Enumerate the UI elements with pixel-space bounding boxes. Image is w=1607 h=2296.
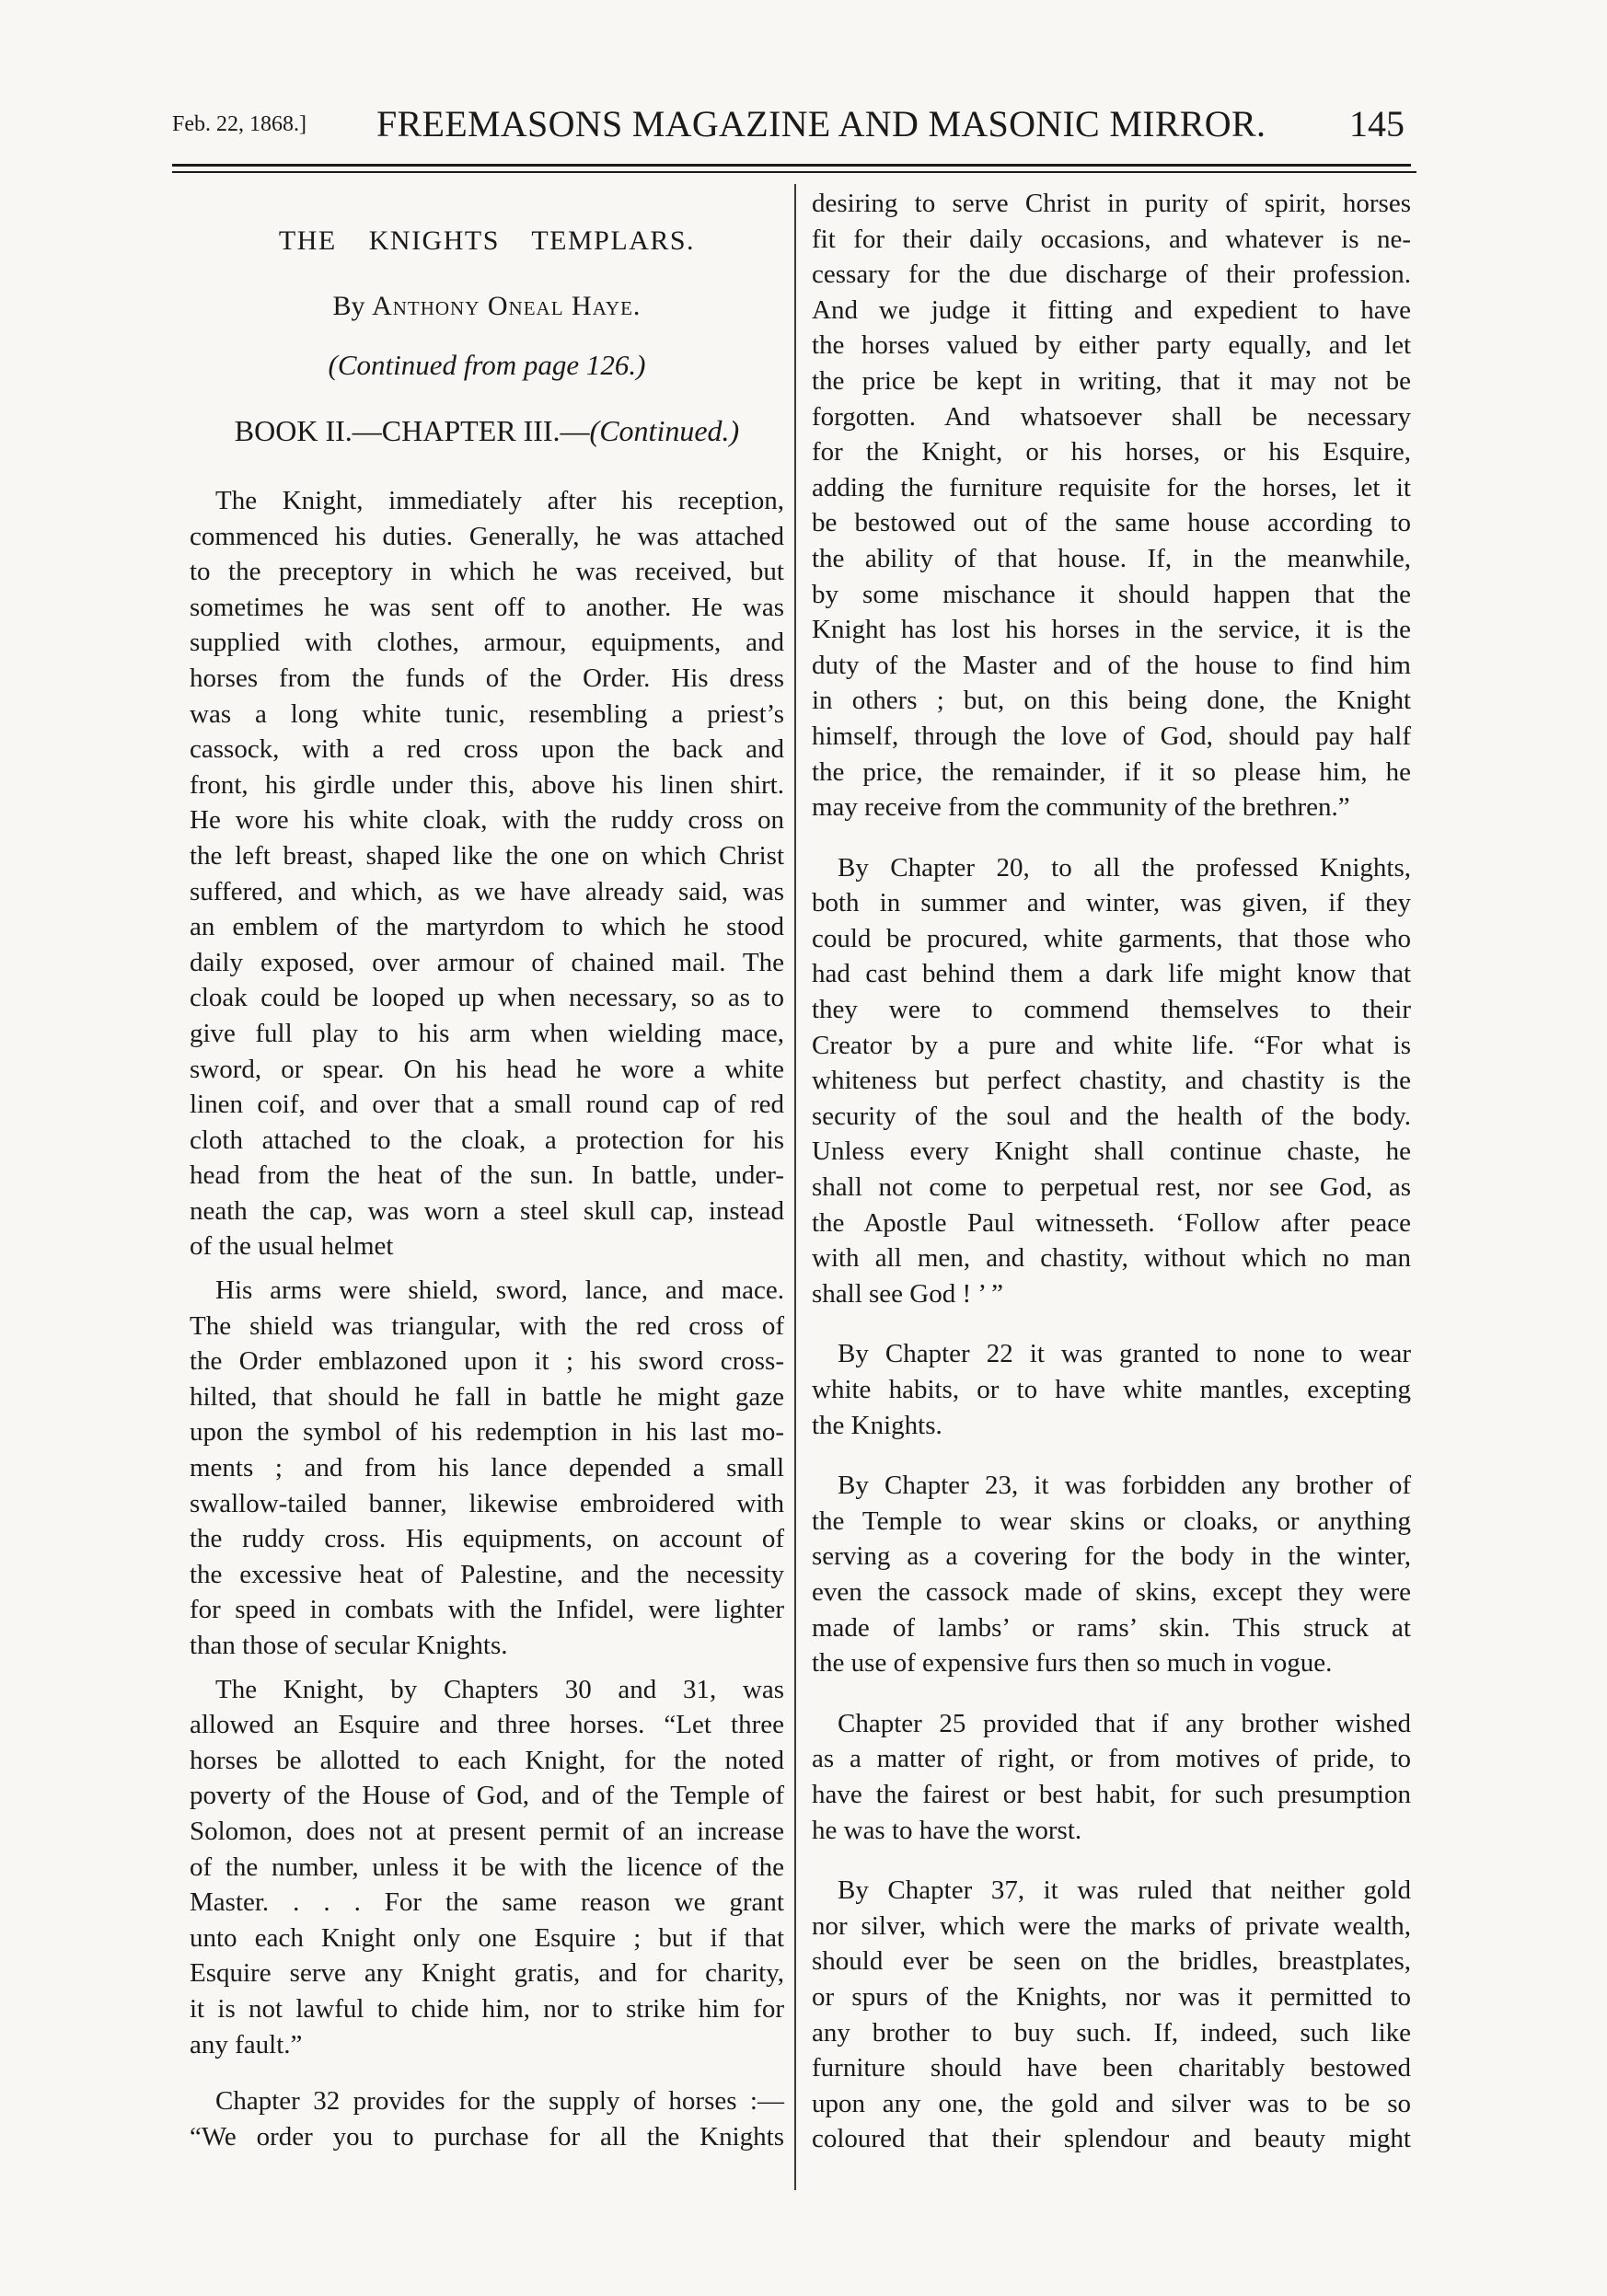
text-line: furniture should have been charitably bestowed: [812, 2053, 1411, 2083]
header-rule-thin: [172, 171, 1416, 173]
text-line: cloth attached to the cloak, a protection for his: [190, 1125, 784, 1155]
text-line: any fault.”: [190, 2029, 303, 2059]
text-line: himself, through the love of God, should pay half: [812, 721, 1411, 751]
paragraph: [812, 186, 1411, 825]
text-line: Unless every Knight shall continue chaste, he: [812, 1136, 1411, 1167]
text-line: Creator by a pure and white life. “For what is: [812, 1030, 1411, 1060]
text-line: for the Knight, or his horses, or his Esquire,: [812, 437, 1411, 467]
text-line: the excessive heat of Palestine, and the necessity: [190, 1559, 784, 1589]
text-line: “We order you to purchase for all the Knights: [190, 2121, 784, 2152]
text-line: the left breast, shaped like the one on which Christ: [190, 840, 784, 871]
text-line: or spurs of the Knights, nor was it permitted to: [812, 1981, 1411, 2012]
text-line: By Chapter 37, it was ruled that neither gold: [838, 1875, 1411, 1906]
text-line: should ever be seen on the bridles, breastplates,: [812, 1946, 1411, 1977]
text-line: He wore his white cloak, with the ruddy cross on: [190, 805, 784, 836]
paragraph: [812, 1336, 1411, 1443]
text-line: he was to have the worst.: [812, 1815, 1082, 1845]
text-line: for speed in combats with the Infidel, were lighter: [190, 1595, 784, 1625]
text-line: was a long white tunic, resembling a priest’s: [190, 698, 784, 729]
text-line: by some mischance it should happen that the: [812, 579, 1411, 609]
chapter-heading: [190, 410, 784, 451]
text-line: serving as a covering for the body in the winter,: [812, 1541, 1411, 1572]
text-line: sometimes he was sent off to another. He was: [190, 592, 784, 622]
text-line: unto each Knight only one Esquire ; but if that: [190, 1922, 784, 1953]
text-line: shall see God ! ’ ”: [812, 1278, 1004, 1309]
text-line: shall not come to perpetual rest, nor see God, as: [812, 1172, 1411, 1203]
text-line: The Knight, immediately after his reception,: [215, 486, 784, 515]
author-name: Anthony Oneal Haye.: [372, 291, 642, 321]
continued-note: (Continued from page 126.): [328, 349, 646, 381]
text-line: with all men, and chastity, without which no man: [812, 1243, 1411, 1274]
text-line: Solomon, does not at present permit of an increase: [190, 1816, 784, 1846]
text-line: white habits, or to have white mantles, excepting: [812, 1375, 1411, 1404]
text-line: desiring to serve Christ in purity of spirit, horses: [812, 189, 1411, 218]
text-line: suffered, and which, as we have already said, was: [190, 876, 784, 906]
text-line: cessary for the due discharge of their profession.: [812, 260, 1411, 290]
text-line: of the number, unless it be with the licence of the: [190, 1852, 784, 1882]
text-line: And we judge it fitting and expedient to have: [812, 294, 1411, 325]
text-line: made of lambs’ or rams’ skin. This struck at: [812, 1612, 1411, 1643]
text-line: poverty of the House of God, and of the Temple of: [190, 1781, 784, 1811]
text-line: By Chapter 22 it was granted to none to wear: [838, 1339, 1411, 1369]
text-line: the Order emblazoned upon it ; his sword cross-: [190, 1346, 784, 1377]
text-line: ments ; and from his lance depended a small: [190, 1453, 784, 1483]
text-line: The Knight, by Chapters 30 and 31, was: [215, 1674, 784, 1704]
text-line: have the fairest or best habit, for such presumption: [812, 1779, 1411, 1809]
text-line: coloured that their splendour and beauty might: [812, 2124, 1411, 2154]
paragraph: [812, 1468, 1411, 1681]
paragraph: [190, 1672, 784, 2063]
text-line: the ability of that house. If, in the meanwhile,: [812, 543, 1411, 573]
text-line: Knight has lost his horses in the service, it is the: [812, 615, 1411, 645]
text-line: any brother to buy such. If, indeed, such like: [812, 2017, 1411, 2048]
text-line: even the cassock made of skins, except they were: [812, 1576, 1411, 1607]
text-line: forgotten. And whatsoever shall be necessary: [812, 401, 1411, 432]
text-line: the use of expensive furs then so much in vogue.: [812, 1648, 1333, 1679]
text-line: cassock, with a red cross upon the back and: [190, 734, 784, 765]
text-line: be bestowed out of the same house according to: [812, 508, 1411, 538]
page-number: 145: [1349, 103, 1405, 144]
text-line: had cast behind them a dark life might know that: [812, 959, 1411, 989]
paragraph: [812, 1873, 1411, 2157]
text-line: of the usual helmet: [190, 1231, 394, 1262]
text-line: sword, or spear. On his head he wore a white: [190, 1054, 784, 1084]
text-line: cloak could be looped up when necessary, so as to: [190, 983, 784, 1013]
text-line: the ruddy cross. His equipments, on account of: [190, 1524, 784, 1554]
paragraph: [190, 1273, 784, 1664]
text-line: may receive from the community of the brethren.”: [812, 792, 1350, 823]
paragraph: [812, 850, 1411, 1312]
paragraph: [812, 1706, 1411, 1848]
header-rule-thick: [172, 164, 1411, 167]
text-line: it is not lawful to chide him, nor to strike him for: [190, 1993, 784, 2024]
text-line: Chapter 25 provided that if any brother wished: [838, 1708, 1411, 1738]
text-line: security of the soul and the health of the body.: [812, 1101, 1411, 1131]
text-line: an emblem of the martyrdom to which he stood: [190, 912, 784, 942]
text-line: the price, the remainder, if it so please him, he: [812, 756, 1411, 787]
text-line: By Chapter 20, to all the professed Knights,: [838, 852, 1411, 883]
text-line: could be procured, white garments, that those who: [812, 923, 1411, 953]
text-line: the Apostle Paul witnesseth. ‘Follow after peace: [812, 1207, 1411, 1238]
text-line: His arms were shield, sword, lance, and mace.: [215, 1275, 784, 1306]
text-line: the horses valued by either party equally, and let: [812, 330, 1411, 361]
text-line: supplied with clothes, armour, equipments, and: [190, 628, 784, 658]
text-line: horses from the funds of the Order. His dress: [190, 663, 784, 693]
article-title: THE KNIGHTS TEMPLARS.: [278, 225, 696, 256]
text-line: neath the cap, was worn a steel skull cap, instead: [190, 1195, 784, 1226]
text-line: Chapter 32 provides for the supply of horses :—: [215, 2086, 784, 2117]
text-line: nor silver, which were the marks of private wealth,: [812, 1910, 1411, 1941]
running-head-title: FREEMASONS MAGAZINE AND MASONIC MIRROR.: [376, 103, 1266, 144]
left-column: [190, 483, 784, 2154]
text-line: to the preceptory in which he was received, but: [190, 557, 784, 587]
text-line: horses be allotted to each Knight, for the noted: [190, 1745, 784, 1775]
text-line: hilted, that should he fall in battle he might gaze: [190, 1381, 784, 1412]
column-divider: [794, 184, 796, 2190]
byline: [190, 286, 784, 327]
text-line: front, his girdle under this, above his linen shirt.: [190, 769, 784, 800]
text-line: whiteness but perfect chastity, and chastity is the: [812, 1066, 1411, 1096]
text-line: allowed an Esquire and three horses. “Let three: [190, 1710, 784, 1740]
text-line: give full play to his arm when wielding mace,: [190, 1018, 784, 1048]
text-line: swallow-tailed banner, likewise embroidered with: [190, 1488, 784, 1518]
text-line: both in summer and winter, was given, if they: [812, 888, 1411, 918]
byline-prefix: By: [332, 291, 365, 321]
text-line: fit for their daily occasions, and whatever is ne-: [812, 224, 1411, 254]
text-line: Esquire serve any Knight gratis, and for charity,: [190, 1958, 784, 1989]
text-line: By Chapter 23, it was forbidden any brother of: [838, 1471, 1411, 1501]
text-line: The shield was triangular, with the red cross of: [190, 1310, 784, 1341]
text-line: the Knights.: [812, 1410, 942, 1440]
text-line: head from the heat of the sun. In battle, under-: [190, 1160, 784, 1191]
text-line: adding the furniture requisite for the horses, let it: [812, 472, 1411, 502]
text-line: linen coif, and over that a small round cap of red: [190, 1090, 784, 1120]
text-line: than those of secular Knights.: [190, 1631, 508, 1660]
chapter-label: BOOK II.—CHAPTER III.—: [234, 414, 590, 447]
running-head-date: Feb. 22, 1868.]: [172, 112, 306, 136]
text-line: upon any one, the gold and silver was to be so: [812, 2088, 1411, 2118]
text-line: daily exposed, over armour of chained mail. The: [190, 947, 784, 977]
text-line: upon the symbol of his redemption in his last mo-: [190, 1417, 784, 1448]
right-column: [812, 186, 1411, 2157]
text-line: they were to commend themselves to their: [812, 995, 1411, 1025]
text-line: Master. . . . For the same reason we grant: [190, 1887, 784, 1918]
text-line: commenced his duties. Generally, he was attached: [190, 521, 784, 551]
text-line: the price be kept in writing, that it may not be: [812, 365, 1411, 396]
text-line: duty of the Master and of the house to find him: [812, 650, 1411, 680]
chapter-note: (Continued.): [589, 414, 740, 447]
paragraph: [190, 483, 784, 1264]
text-line: in others ; but, on this being done, the Knight: [812, 686, 1411, 716]
text-line: the Temple to wear skins or cloaks, or anything: [812, 1506, 1411, 1536]
paragraph: [190, 2083, 784, 2154]
text-line: as a matter of right, or from motives of pride, to: [812, 1744, 1411, 1774]
